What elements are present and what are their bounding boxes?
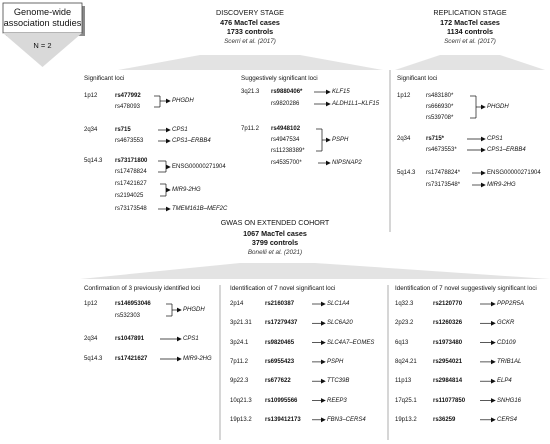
snp-id: rs4948102 [271, 126, 301, 132]
gene-label: SLC1A4 [327, 301, 350, 307]
gene-label: MIR9-2HG [183, 356, 212, 362]
snp-id: rs4535700* [271, 160, 302, 166]
gene-label: CERS4 [497, 416, 518, 423]
gene-label: CPS1 [172, 127, 188, 133]
novel-significant-header: Identification of 7 novel significant loci [230, 285, 336, 292]
gene-label: TMEM161B–MEF2C [172, 206, 228, 212]
snp-id: rs4947534 [271, 137, 300, 143]
snp-id: rs2160387 [265, 301, 295, 307]
gene-label: GCKR [497, 320, 515, 327]
snp-id: rs11077850 [433, 397, 466, 404]
gene-label: SLC6A20 [327, 320, 353, 327]
gene-label: PSPH [332, 137, 349, 143]
snp-id: rs2194025 [115, 193, 144, 199]
discovery-cases: 476 MacTel cases [220, 18, 280, 27]
extended-controls: 3799 controls [251, 238, 299, 247]
snp-id: rs2120770 [433, 301, 463, 307]
snp-id: rs9820286 [271, 101, 300, 107]
confirmation-header: Confirmation of 3 previously identified loci [84, 285, 201, 292]
snp-id: rs677622 [265, 378, 291, 385]
snp-id: rs6955423 [265, 358, 295, 365]
locus-label: 5q14.3 [84, 158, 103, 164]
locus-label: 6q13 [395, 339, 409, 346]
snp-id: rs539708* [426, 115, 454, 121]
locus-label: 2q34 [84, 336, 98, 342]
discovery-significant-header: Significant loci [84, 75, 125, 82]
gwas-box-title [3, 7, 82, 28]
snp-id: rs17478824 [115, 169, 147, 175]
replication-cases: 172 MacTel cases [440, 18, 500, 27]
gene-label: PSPH [327, 358, 344, 365]
gene-label: SLC4A7–EOMES [327, 339, 375, 346]
gene-label: ENSG00000271904 [172, 164, 226, 170]
snp-id: rs1260326 [433, 320, 463, 327]
snp-id: rs477992 [115, 93, 141, 99]
gene-label: CPS1–ERBB4 [172, 138, 211, 144]
snp-id: rs1973480 [433, 339, 463, 346]
snp-id: rs73171800 [115, 158, 148, 164]
locus-label: 2p23.2 [395, 320, 414, 327]
locus-label: 1p12 [84, 301, 98, 307]
snp-id: rs4673553* [426, 147, 457, 153]
gene-label: ELP4 [497, 378, 512, 385]
novel-suggestive-header: Identification of 7 novel suggestively significant loci [395, 285, 537, 292]
snp-id: rs17421627 [115, 181, 147, 187]
locus-label: 5q14.3 [397, 170, 416, 176]
locus-label: 19p13.2 [395, 416, 417, 423]
locus-label: 2q34 [84, 127, 98, 133]
locus-label: 1p12 [397, 93, 411, 99]
snp-id: rs73173548* [426, 182, 461, 188]
gene-label: TTC39B [327, 378, 350, 385]
replication-citation: Scerri et al. (2017) [444, 38, 496, 45]
snp-id: rs2984814 [433, 378, 463, 385]
discovery-title: DISCOVERY STAGE [216, 8, 284, 17]
gene-label: CPS1–ERBB4 [487, 147, 526, 153]
locus-label: 1p12 [84, 93, 98, 99]
gwas-box-title-line2: association studies [3, 17, 82, 28]
gwas-box-title-line1: Genome-wide [13, 7, 72, 17]
gene-label: MIR9-2HG [487, 182, 516, 188]
snp-id: rs9880406* [271, 89, 303, 95]
locus-label: 3p21.31 [230, 320, 252, 327]
extended-citation: Bonelli et al. (2021) [247, 249, 303, 256]
gene-label: CPS1 [183, 336, 199, 342]
gene-label: PPP2R5A [497, 301, 525, 307]
snp-id: rs11238389* [271, 148, 305, 154]
replication-band [395, 55, 545, 70]
snp-id: rs73173548 [115, 206, 147, 212]
gwas-funnel [3, 33, 82, 67]
replication-significant-header: Significant loci [397, 75, 438, 82]
gene-label: FBN3–CERS4 [327, 416, 366, 423]
gene-label: PHGDH [487, 104, 509, 110]
gene-label: KLF15 [332, 89, 350, 95]
gene-label: ALDH1L1–KLF15 [332, 101, 380, 107]
locus-label: 19p13.2 [230, 416, 252, 423]
snp-id: rs17279437 [265, 320, 298, 327]
snp-id: rs715 [115, 127, 131, 133]
locus-label: 10q21.3 [230, 397, 252, 404]
gene-label: PHGDH [183, 307, 205, 313]
snp-id: rs146953046 [115, 301, 151, 307]
replication-controls: 1134 controls [447, 27, 493, 36]
gene-label: SNHG16 [497, 397, 522, 404]
locus-label: 9p22.3 [230, 378, 249, 385]
gene-label: ENSG00000271904 [487, 170, 541, 176]
locus-label: 1q32.3 [395, 301, 414, 307]
locus-label: 2q34 [397, 136, 411, 142]
gene-label: PHGDH [172, 98, 194, 104]
locus-label: 7p11.2 [230, 358, 248, 365]
gene-label: TRIB1AL [497, 358, 522, 365]
snp-id: rs478093 [115, 104, 141, 110]
extended-cases: 1067 MacTel cases [243, 229, 307, 238]
snp-id: rs139412173 [265, 416, 301, 423]
locus-label: 7p11.2 [241, 126, 259, 132]
snp-id: rs36259 [433, 416, 456, 423]
locus-label: 3q21.3 [241, 89, 260, 95]
snp-id: rs532303 [115, 313, 141, 319]
snp-id: rs17421627 [115, 356, 148, 362]
locus-label: 17q25.1 [395, 397, 417, 404]
gene-label: CD109 [497, 339, 516, 346]
locus-label: 2p14 [230, 301, 244, 307]
snp-id: rs4673553 [115, 138, 144, 144]
snp-id: rs9820465 [265, 339, 295, 346]
snp-id: rs17478824* [426, 170, 461, 176]
gene-label: CPS1 [487, 136, 503, 142]
locus-label: 11p13 [395, 378, 412, 385]
discovery-band [118, 55, 383, 70]
snp-id: rs1047891 [115, 336, 145, 342]
snp-id: rs10995566 [265, 397, 298, 404]
gene-label: MIR9-2HG [172, 187, 201, 193]
extended-band [80, 263, 550, 279]
locus-label: 8q24.21 [395, 358, 417, 365]
replication-title: REPLICATION STAGE [433, 8, 507, 17]
snp-id: rs483180* [426, 93, 454, 99]
snp-id: rs2954021 [433, 358, 463, 365]
gene-label: REEP3 [327, 397, 347, 404]
locus-label: 3p24.1 [230, 339, 249, 346]
discovery-controls: 1733 controls [226, 27, 274, 36]
extended-title: GWAS ON EXTENDED COHORT [220, 218, 330, 227]
gwas-count: N = 2 [33, 41, 52, 50]
snp-id: rs715* [426, 136, 445, 142]
discovery-suggestive-header: Suggestively significant loci [241, 75, 318, 82]
discovery-citation: Scerri et al. (2017) [224, 38, 276, 45]
locus-label: 5q14.3 [84, 356, 103, 362]
gene-label: NIPSNAP2 [332, 160, 362, 166]
snp-id: rs666930* [426, 104, 454, 110]
